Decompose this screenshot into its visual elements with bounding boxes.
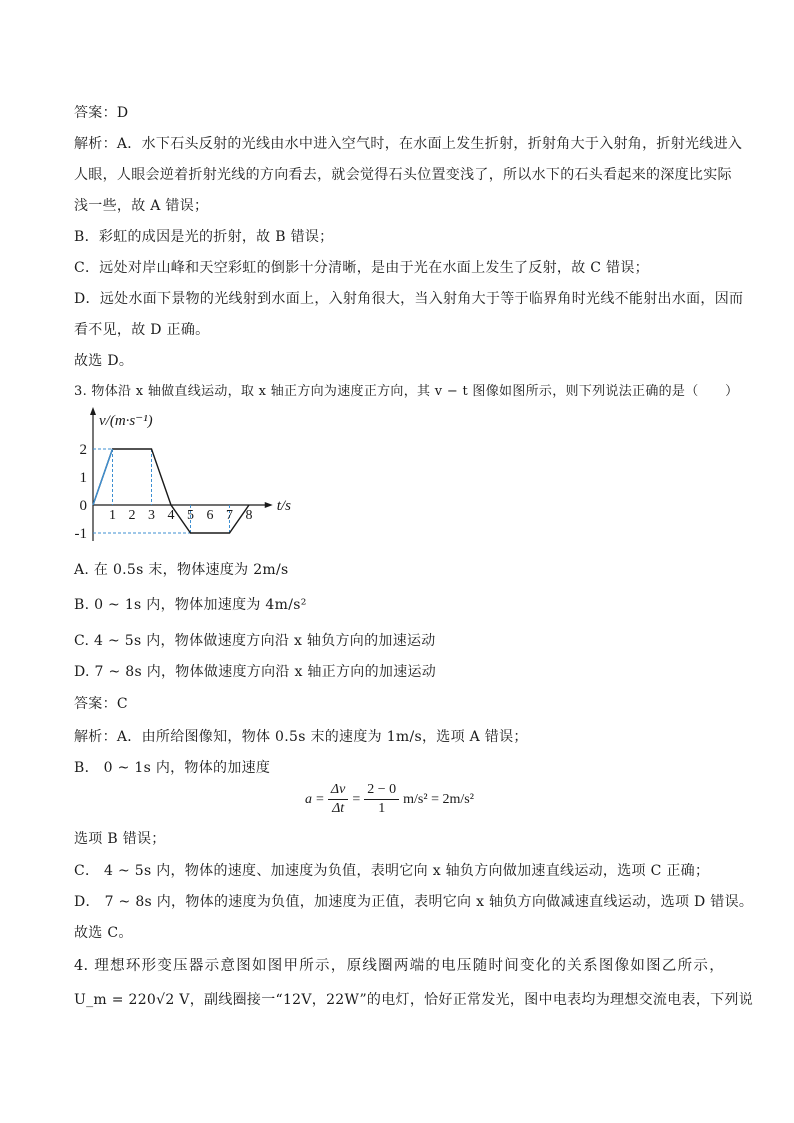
option-3-d: D. 7 ~ 8s 内，物体做速度方向沿 x 轴正方向的加速运动 [74,664,437,680]
x-tick-label: 7 [226,508,233,523]
analysis-2-line-1: 解析：A．水下石头反射的光线由水中进入空气时，在水面上发生折射，折射角大于入射角，折射光线进入 [74,136,743,152]
formula-frac-2-den: 1 [378,801,386,816]
answer-2: 答案：D [74,105,129,121]
option-3-a: A. 在 0.5s 末，物体速度为 2m/s [74,562,289,578]
y-tick-label: -1 [74,526,87,542]
x-tick-label: 1 [109,508,116,523]
question-4-line-1: 4. 理想环形变压器示意图如图甲所示，原线圈两端的电压随时间变化的关系图像如图乙所示， [74,958,724,974]
analysis-3-option-b: B． 0 ~ 1s 内，物体的加速度 [74,760,271,776]
analysis-2-option-d-line-1: D．远处水面下景物的光线射到水面上，入射角很大，当入射角大于等于临界角时光线不能射出水面，因而 [74,291,744,307]
analysis-2-line-3: 浅一些，故 A 错误； [74,198,209,214]
y-tick-label: 2 [79,442,87,458]
vt-chart [74,405,304,555]
series-rise-segment [93,449,113,505]
formula-frac-1 [328,781,348,818]
analysis-3-option-d: D． 7 ~ 8s 内，物体的速度为负值，加速度为正值，表明它向 x 轴负方向做减速直线运动，选项 D 错误。 [74,894,754,910]
analysis-2-option-b: B．彩虹的成因是光的折射，故 B 错误； [74,229,334,245]
x-axis-label: t/s [276,498,291,514]
answer-3: 答案：C [74,696,128,712]
y-axis-label: v/(m·s⁻¹) [99,413,153,429]
x-tick-label: 3 [148,508,155,523]
choice-3: 故选 C。 [74,925,133,941]
y-tick-label: 0 [79,498,87,514]
analysis-3-option-c: C． 4 ~ 5s 内，物体的速度、加速度为负值，表明它向 x 轴负方向做加速直线运动，选项 C 正确； [74,863,710,879]
option-3-c: C. 4 ~ 5s 内，物体做速度方向沿 x 轴负方向的加速运动 [74,633,436,649]
formula-eq1: = [316,791,324,807]
formula-frac-2-num: 2 − 0 [364,781,399,800]
x-tick-label: 6 [206,508,214,523]
formula-eq2: = [352,791,361,807]
formula-unit: m/s² = 2m/s² [403,791,474,807]
x-tick-label: 5 [187,508,194,523]
analysis-2-option-d-line-2: 看不见，故 D 正确。 [74,322,210,338]
analysis-3-b-conclusion: 选项 B 错误； [74,831,166,847]
acceleration-formula [305,781,474,818]
analysis-2-line-2: 人眼，人眼会逆着折射光线的方向看去，就会觉得石头位置变浅了，所以水下的石头看起来的深度比实际 [74,167,732,183]
formula-frac-1-num: Δv [328,781,348,800]
question-4-line-2: U_m = 220√2 V，副线圈接一“12V，22W”的电灯，恰好正常发光，图中电表均为理想交流电表，下列说 [74,992,754,1008]
formula-frac-2 [364,781,399,818]
question-3-stem: 3. 物体沿 x 轴做直线运动，取 x 轴正方向为速度正方向，其 v − t 图像如图所示，则下列说法正确的是（ ） [74,384,739,399]
x-axis-arrow [265,502,273,508]
choice-2: 故选 D。 [74,353,134,369]
analysis-3-option-a: 解析：A．由所给图像知，物体 0.5s 末的速度为 1m/s，选项 A 错误； [74,729,528,745]
formula-frac-1-den: Δt [332,801,345,816]
y-axis-arrow [90,407,96,415]
formula-lhs: a [305,791,312,807]
analysis-2-option-c: C．远处对岸山峰和天空彩虹的倒影十分清晰，是由于光在水面上发生了反射，故 C 错误； [74,260,649,276]
option-3-b: B. 0 ~ 1s 内，物体加速度为 4m/s² [74,597,307,613]
x-tick-label: 4 [167,508,175,523]
y-tick-label: 1 [79,470,87,486]
x-tick-label: 8 [245,508,253,523]
x-tick-label: 2 [128,508,136,523]
